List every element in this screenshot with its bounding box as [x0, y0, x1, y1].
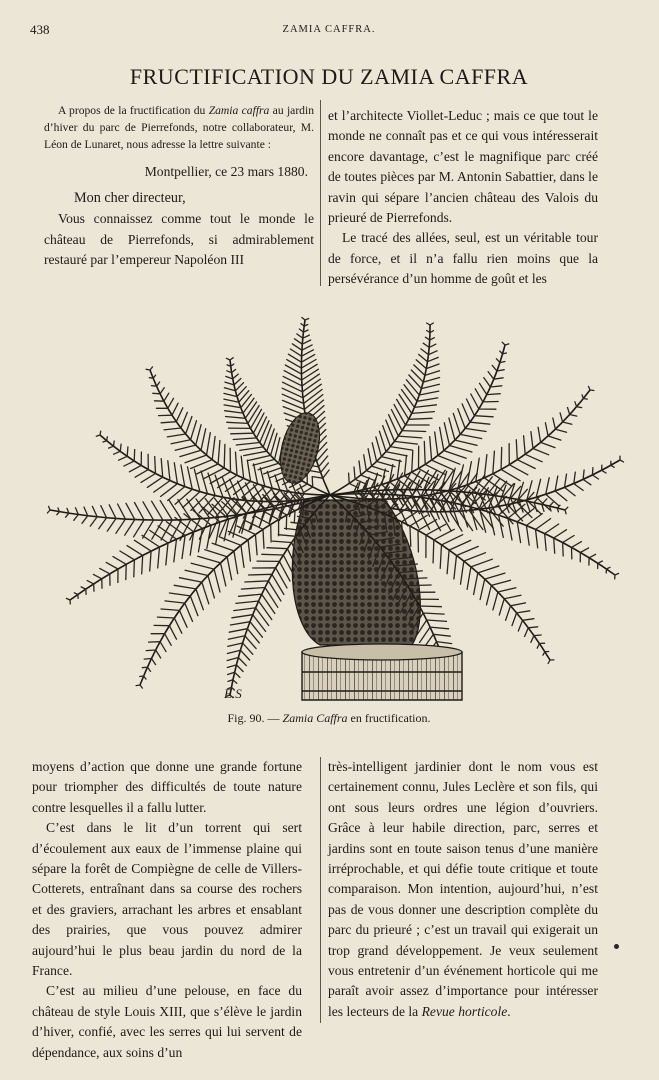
column-rule-bottom: [320, 757, 321, 1023]
frond-rachis: [330, 390, 590, 499]
back-fronds: [96, 318, 623, 532]
column-rule-top: [320, 100, 321, 286]
column-bottom-right: [328, 757, 598, 1022]
figure-caption: [30, 711, 628, 726]
bottom-right-text: très-intelligent jardinier dont le nom vous est certainement connu, Jules Leclère et son fils, qui ont sous leurs ordres une légion d’ouvriers. Grâce à leur habile direction, parc, serres et jardins sont en toute saison tenus d’une manière irréprochable, et qui défie toute critique et toute comparaison. Mon intention, aujourd’hui, n’est pas de vous donner une description complète du parc du prieuré ; c’est un travail qui exigerait un trop grand développement. Je veux seulement vous entretenir d’un événement horticole qui me paraît avoir assez d’importance pour intéresser les lecteurs de la: [328, 759, 598, 1019]
dateline: Montpellier, ce 23 mars 1880.: [144, 163, 308, 179]
intro-text: A propos de la fructification du: [58, 104, 209, 117]
column-top-right: [328, 106, 598, 290]
seed-cone: [274, 409, 326, 488]
bottom-left-paragraph-2: C’est dans le lit d’un torrent qui sert d’écoulement aux eaux de l’immense plaine qui sépare la forêt de Compiègne de celle de Villers-Cotterets, entraînant dans sa course des rochers et des graviers, arrachant les arbres et ensablant des prairies, que vous pouvez admirer aujourd’hui le plus beau jardin du nord de la France.: [32, 820, 302, 979]
right-paragraph-2: Le tracé des allées, seul, est un véritable tour de force, et il n’a fallu rien moins que la persévérance d’un homme de goût et les: [328, 230, 598, 287]
zamia-plant-illustration: [30, 300, 630, 710]
page-number: 438: [30, 22, 50, 37]
bottom-right-paragraph-1: [328, 757, 598, 1022]
journal-title: Revue horticole: [421, 1003, 508, 1019]
column-top-left: [44, 102, 314, 271]
bottom-left-paragraph-3: C’est au milieu d’une pelouse, en face du château de style Louis XIII, que s’élève le jardin d’hiver, confié, avec les serres qui lui servent de dépendance, aux soins d’un: [32, 983, 302, 1060]
tub-rim: [302, 644, 462, 660]
salutation: Mon cher directeur,: [74, 190, 186, 207]
bottom-right-end: .: [507, 1003, 511, 1019]
right-paragraph-1: et l’architecte Viollet-Leduc ; mais ce que tout le monde ne connaît pas et ce qui vous intéresserait encore davantage, c’est le magnifique parc créé de toutes pièces par M. Antonin Sabattier, dans le ravin qui sépare l’ancien château des Valois du prieuré de Pierrefonds.: [328, 108, 598, 226]
engraver-signature: E.S: [224, 686, 242, 701]
frond-rachis: [330, 345, 505, 495]
figure-species: Zamia Caffra: [282, 711, 348, 725]
frond-rachis: [330, 325, 430, 495]
figure-number: Fig. 90. —: [227, 711, 283, 725]
bottom-left-paragraph-1: moyens d’action que donne une grande fortune pour triompher des difficultés de toute nature contre lesquelles il a fallu lutter.: [32, 759, 302, 815]
letter-paragraph-1: Vous connaissez comme tout le monde le château de Pierrefonds, si admirablement restauré par l’empereur Napoléon III: [44, 211, 314, 268]
zamia-engraving: [30, 300, 630, 710]
figure-caption-end: en fructification.: [347, 711, 431, 725]
intro-species-name: Zamia caffra: [208, 104, 270, 117]
intro-paragraph: [44, 102, 314, 154]
margin-ink-dot: [614, 944, 619, 949]
running-head: ZAMIA CAFFRA.: [282, 24, 376, 35]
article-title: FRUCTIFICATION DU ZAMIA CAFFRA: [129, 64, 529, 89]
column-bottom-left: [32, 757, 302, 1063]
page-header: [30, 22, 628, 38]
intro-text-end: au jardin d’hiver du parc de Pierrefonds, notre collaborateur, M. Léon de Lunaret, nous adresse la lettre suivante :: [44, 104, 314, 152]
